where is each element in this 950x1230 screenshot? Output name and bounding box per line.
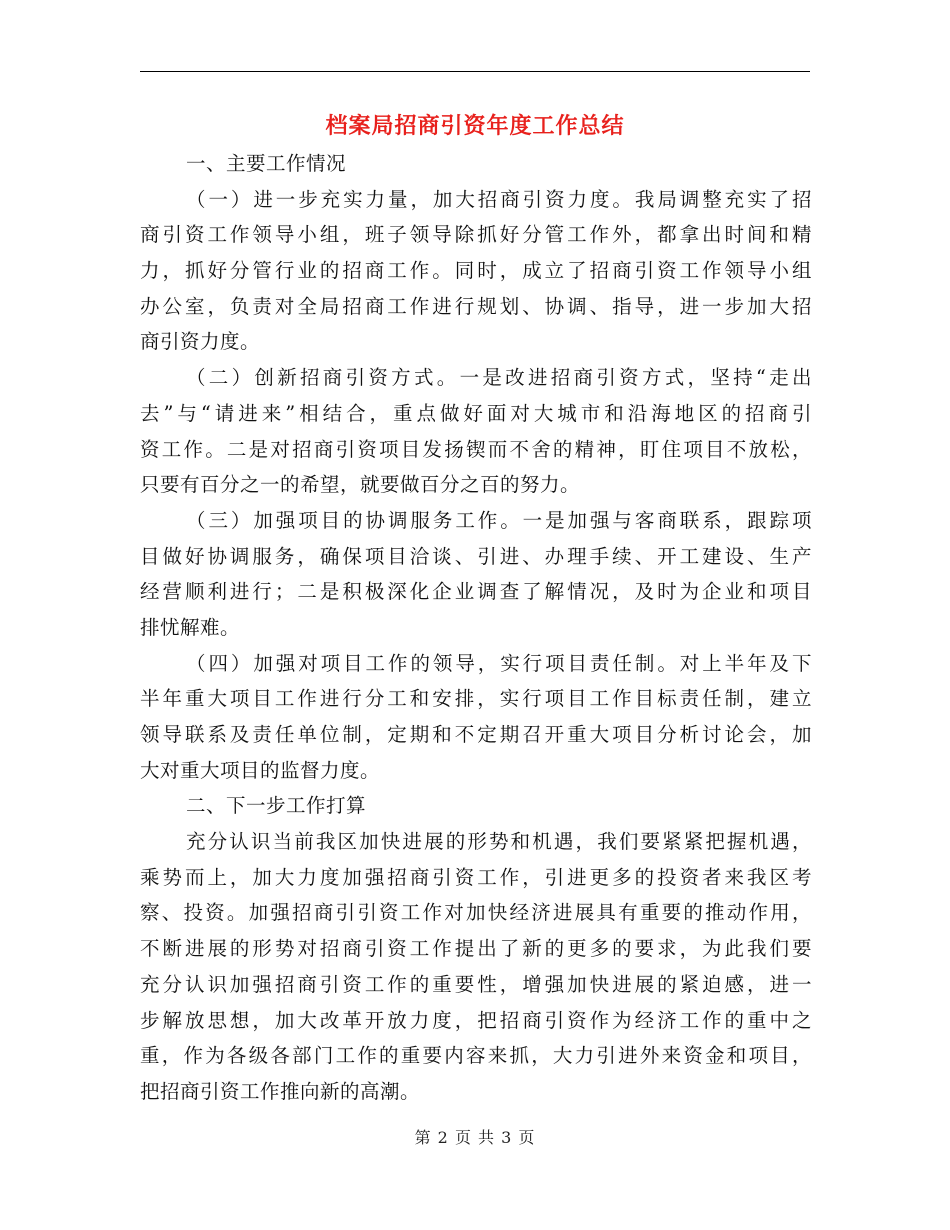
text-line: 目做好协调服务，确保项目洽谈、引进、办理手续、开工建设、生产 bbox=[140, 544, 812, 568]
page-footer: 第 2 页 共 3 页 bbox=[414, 1128, 536, 1147]
text-line: 排忧解难。 bbox=[140, 615, 241, 639]
text-line: 力，抓好分管行业的招商工作。同时，成立了招商引资工作领导小组 bbox=[140, 259, 812, 283]
header-rule bbox=[140, 71, 810, 72]
text-line: 商引资力度。 bbox=[140, 330, 261, 354]
text-line: 乘势而上，加大力度加强招商引资工作，引进更多的投资者来我区考 bbox=[140, 865, 812, 889]
text-line: 资工作。二是对招商引资项目发扬锲而不舍的精神，盯住项目不放松， bbox=[140, 437, 812, 461]
text-line: 一、主要工作情况 bbox=[186, 152, 347, 175]
text-line: 察、投资。加强招商引引资工作对加快经济进展具有重要的推动作用， bbox=[140, 901, 812, 925]
text-line: 把招商引资工作推向新的高潮。 bbox=[140, 1079, 421, 1103]
text-line: 商引资工作领导小组，班子领导除抓好分管工作外，都拿出时间和精 bbox=[140, 223, 812, 247]
text-line: （三）加强项目的协调服务工作。一是加强与客商联系，跟踪项 bbox=[186, 508, 812, 532]
text-line: 办公室，负责对全局招商工作进行规划、协调、指导，进一步加大招 bbox=[140, 294, 812, 318]
document-body bbox=[140, 146, 812, 1110]
text-line: 去”与“请进来”相结合，重点做好面对大城市和沿海地区的招商引 bbox=[140, 401, 812, 425]
text-line: 经营顺利进行；二是积极深化企业调查了解情况，及时为企业和项目 bbox=[140, 580, 812, 604]
text-line: 大对重大项目的监督力度。 bbox=[140, 758, 381, 782]
text-line: 半年重大项目工作进行分工和安排，实行项目工作目标责任制，建立 bbox=[140, 687, 812, 711]
text-line: 领导联系及责任单位制，定期和不定期召开重大项目分析讨论会，加 bbox=[140, 723, 812, 746]
text-line: （二）创新招商引资方式。一是改进招商引资方式，坚持“走出 bbox=[186, 366, 812, 390]
text-line: 不断进展的形势对招商引资工作提出了新的更多的要求，为此我们要 bbox=[140, 937, 812, 961]
text-line: 二、下一步工作打算 bbox=[186, 794, 367, 818]
text-line: （一）进一步充实力量，加大招商引资力度。我局调整充实了招 bbox=[186, 187, 812, 211]
text-line: 充分认识当前我区加快进展的形势和机遇，我们要紧紧把握机遇， bbox=[186, 830, 812, 854]
text-line: 重，作为各级各部门工作的重要内容来抓，大力引进外来资金和项目， bbox=[140, 1044, 812, 1068]
text-line: 充分认识加强招商引资工作的重要性，增强加快进展的紧迫感，进一 bbox=[140, 972, 812, 996]
text-line: （四）加强对项目工作的领导，实行项目责任制。对上半年及下 bbox=[186, 651, 812, 675]
text-line: 步解放思想，加大改革开放力度，把招商引资作为经济工作的重中之 bbox=[140, 1008, 812, 1032]
text-line: 只要有百分之一的希望，就要做百分之百的努力。 bbox=[140, 473, 581, 497]
document-title: 档案局招商引资年度工作总结 bbox=[325, 114, 625, 139]
